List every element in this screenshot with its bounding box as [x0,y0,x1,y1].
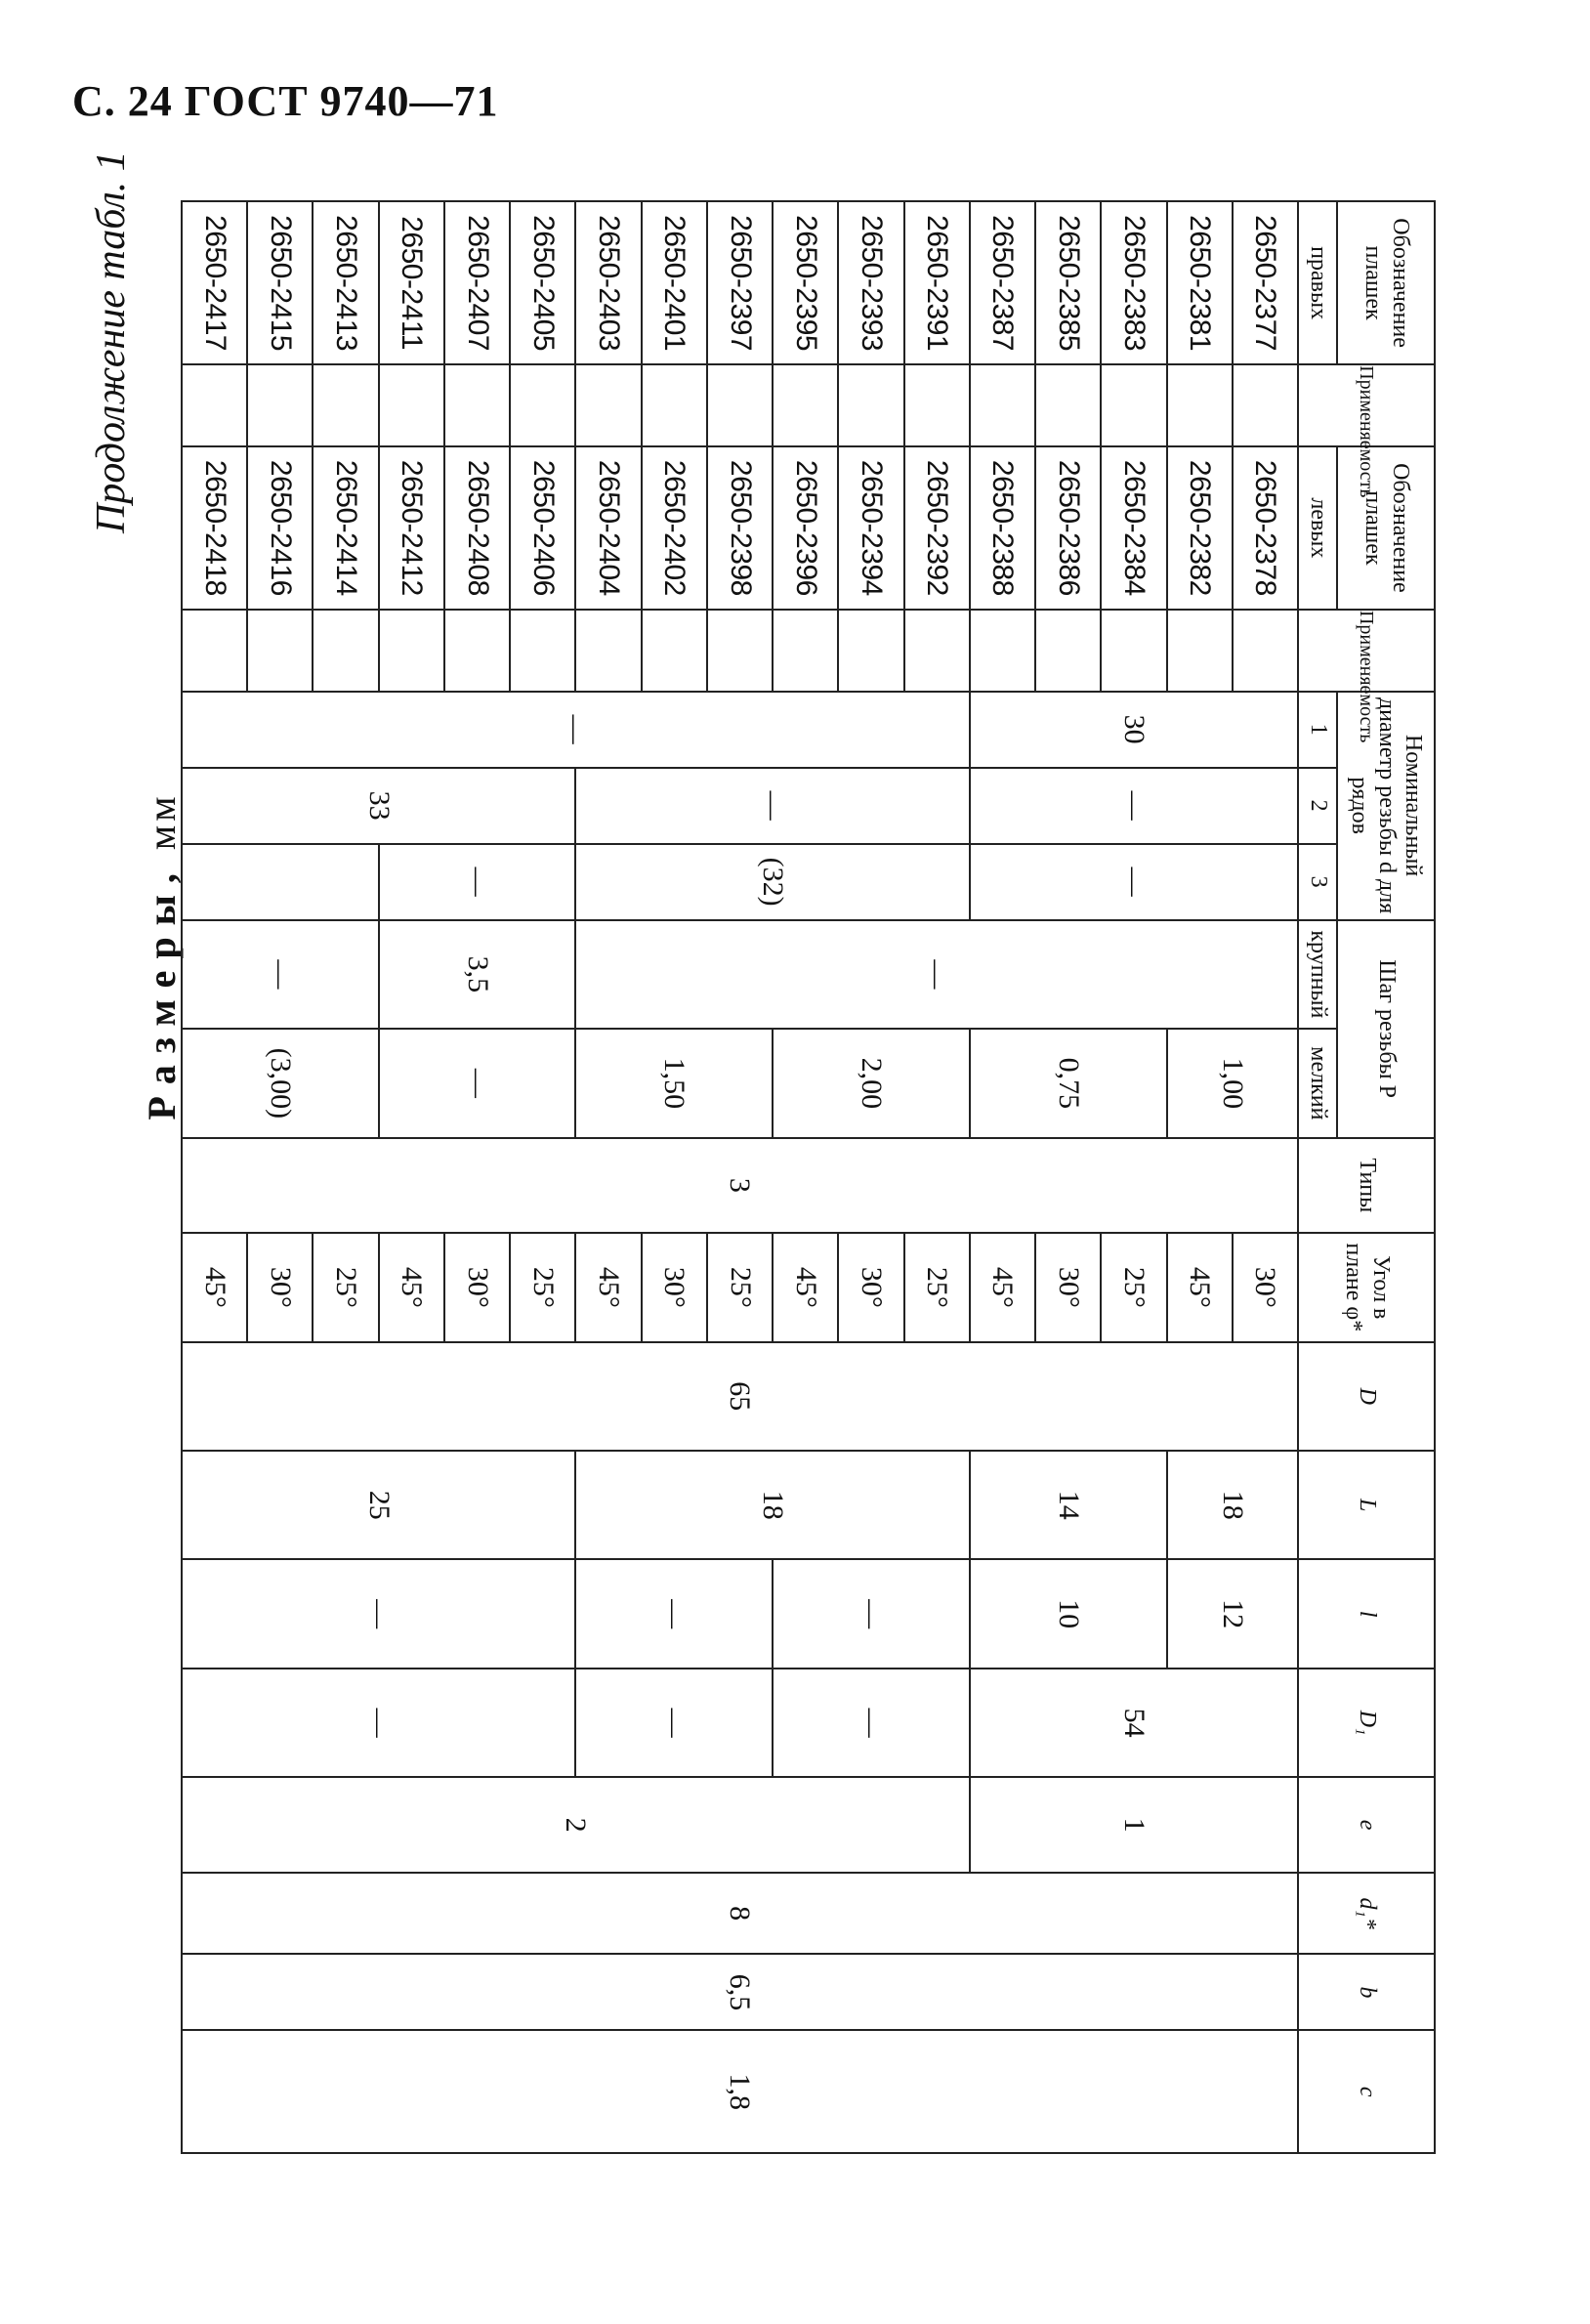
fine-pitch: 1,50 [575,1029,773,1137]
D-value: 65 [182,1342,1298,1451]
header-fine: мелкий [1298,1029,1337,1137]
applicability-cell [642,610,707,692]
code-right: 2650-2415 [247,201,313,364]
fine-pitch: 0,75 [970,1029,1167,1137]
applicability-cell [247,364,313,446]
code-left: 2650-2394 [838,446,903,610]
angle-value: 45° [575,1233,641,1341]
code-left: 2650-2398 [707,446,773,610]
angle-value: 25° [904,1233,970,1341]
applicability-cell [379,364,444,446]
d-row2-value: 33 [182,768,575,844]
header-row-2: 2 [1298,768,1337,844]
applicability-cell [1035,610,1101,692]
code-right: 2650-2397 [707,201,773,364]
applicability-cell [313,364,378,446]
sizes-word: Размеры, [140,862,184,1120]
code-right: 2650-2403 [575,201,641,364]
header-types: Типы [1298,1138,1435,1234]
code-right: 2650-2391 [904,201,970,364]
d-row3-value: — [970,844,1298,920]
code-left: 2650-2378 [1233,446,1298,610]
L-value: 18 [1167,1451,1298,1559]
continuation-label: Продолжение табл. 1 [89,150,134,533]
header-nominal-diameter: Номинальный диаметр резьбы d для рядов [1337,692,1435,920]
applicability-cell [707,610,773,692]
header-L: L [1298,1451,1435,1559]
header-applicability-right: Применяемость [1298,364,1435,446]
angle-value: 30° [838,1233,903,1341]
code-left: 2650-2386 [1035,446,1101,610]
header-l: l [1298,1559,1435,1668]
applicability-cell [182,610,247,692]
code-right: 2650-2381 [1167,201,1233,364]
code-right: 2650-2405 [510,201,575,364]
header-D: D [1298,1342,1435,1451]
angle-value: 45° [773,1233,838,1341]
d-row2-value: — [970,768,1298,844]
d1-value: 8 [182,1873,1298,1955]
header-designation-right: Обозначение плашек [1337,201,1435,364]
applicability-cell [575,364,641,446]
applicability-cell [1035,364,1101,446]
applicability-cell [707,364,773,446]
code-right: 2650-2401 [642,201,707,364]
D1-value: 54 [970,1669,1298,1777]
angle-value: 45° [379,1233,444,1341]
applicability-cell [444,364,510,446]
coarse-pitch: — [575,920,1298,1029]
applicability-cell [773,364,838,446]
applicability-cell [970,610,1035,692]
code-right: 2650-2383 [1101,201,1166,364]
applicability-cell [510,364,575,446]
header-pitch: Шаг резьбы P [1337,920,1435,1138]
l-value: — [773,1559,970,1668]
code-right: 2650-2411 [379,201,444,364]
header-e: e [1298,1777,1435,1873]
coarse-pitch: 3,5 [379,920,576,1029]
fine-pitch: 1,00 [1167,1029,1298,1137]
L-value: 25 [182,1451,575,1559]
header-b: b [1298,1954,1435,2030]
l-value: 10 [970,1559,1167,1668]
code-left: 2650-2408 [444,446,510,610]
code-left: 2650-2382 [1167,446,1233,610]
D1-value: — [575,1669,773,1777]
header-left: левых [1298,446,1337,610]
applicability-cell [313,610,378,692]
applicability-cell [379,610,444,692]
code-left: 2650-2388 [970,446,1035,610]
d-row3-value [182,844,379,920]
header-coarse: крупный [1298,920,1337,1029]
applicability-cell [247,610,313,692]
D1-value: — [182,1669,575,1777]
applicability-cell [838,610,903,692]
code-left: 2650-2396 [773,446,838,610]
code-right: 2650-2407 [444,201,510,364]
code-left: 2650-2412 [379,446,444,610]
d-row1-value: 30 [970,692,1298,768]
code-right: 2650-2387 [970,201,1035,364]
code-left: 2650-2416 [247,446,313,610]
header-angle: Угол в плане φ* [1298,1233,1435,1341]
sizes-caption [139,792,185,1120]
code-right: 2650-2377 [1233,201,1298,364]
angle-value: 30° [1035,1233,1101,1341]
applicability-cell [182,364,247,446]
applicability-cell [904,364,970,446]
applicability-cell [838,364,903,446]
header-c: c [1298,2030,1435,2153]
table-container [181,200,1436,2154]
code-left: 2650-2404 [575,446,641,610]
e-value: 2 [182,1777,970,1873]
angle-value: 30° [444,1233,510,1341]
applicability-cell [970,364,1035,446]
L-value: 14 [970,1451,1167,1559]
angle-value: 25° [313,1233,378,1341]
e-value: 1 [970,1777,1298,1873]
code-left: 2650-2406 [510,446,575,610]
header-row-1: 1 [1298,692,1337,768]
applicability-cell [1167,364,1233,446]
code-left: 2650-2402 [642,446,707,610]
sizes-unit: мм [140,792,184,851]
header-right: правых [1298,201,1337,364]
applicability-cell [1167,610,1233,692]
fine-pitch: — [379,1029,576,1137]
applicability-cell [773,610,838,692]
angle-value: 45° [182,1233,247,1341]
coarse-pitch: — [182,920,379,1029]
page-header: С. 24 ГОСТ 9740—71 [72,77,499,125]
code-right: 2650-2393 [838,201,903,364]
d-row2-value: — [575,768,969,844]
applicability-cell [444,610,510,692]
code-left: 2650-2384 [1101,446,1166,610]
header-d1: d₁* [1298,1873,1435,1955]
applicability-cell [510,610,575,692]
d-row1-value: — [182,692,970,768]
applicability-cell [904,610,970,692]
code-left: 2650-2418 [182,446,247,610]
angle-value: 45° [970,1233,1035,1341]
l-value: 12 [1167,1559,1298,1668]
code-left: 2650-2392 [904,446,970,610]
code-left: 2650-2414 [313,446,378,610]
fine-pitch: (3,00) [182,1029,379,1137]
d-row3-value: — [379,844,576,920]
angle-value: 25° [707,1233,773,1341]
d-row3-value: (32) [575,844,969,920]
angle-value: 45° [1167,1233,1233,1341]
applicability-cell [575,610,641,692]
l-value: — [575,1559,773,1668]
header-D1: D₁ [1298,1669,1435,1777]
types-value: 3 [182,1138,1298,1234]
L-value: 18 [575,1451,969,1559]
applicability-cell [642,364,707,446]
header-designation-left: Обозначение плашек [1337,446,1435,610]
code-right: 2650-2395 [773,201,838,364]
code-right: 2650-2417 [182,201,247,364]
applicability-cell [1101,364,1166,446]
D1-value: — [773,1669,970,1777]
header-applicability-left: Применяемость [1298,610,1435,692]
b-value: 6,5 [182,1954,1298,2030]
c-value: 1,8 [182,2030,1298,2153]
code-right: 2650-2413 [313,201,378,364]
applicability-cell [1101,610,1166,692]
dimensions-table [181,200,1436,2154]
code-right: 2650-2385 [1035,201,1101,364]
angle-value: 25° [510,1233,575,1341]
angle-value: 30° [1233,1233,1298,1341]
angle-value: 25° [1101,1233,1166,1341]
applicability-cell [1233,364,1298,446]
fine-pitch: 2,00 [773,1029,970,1137]
l-value: — [182,1559,575,1668]
applicability-cell [1233,610,1298,692]
header-row-3: 3 [1298,844,1337,920]
angle-value: 30° [247,1233,313,1341]
angle-value: 30° [642,1233,707,1341]
